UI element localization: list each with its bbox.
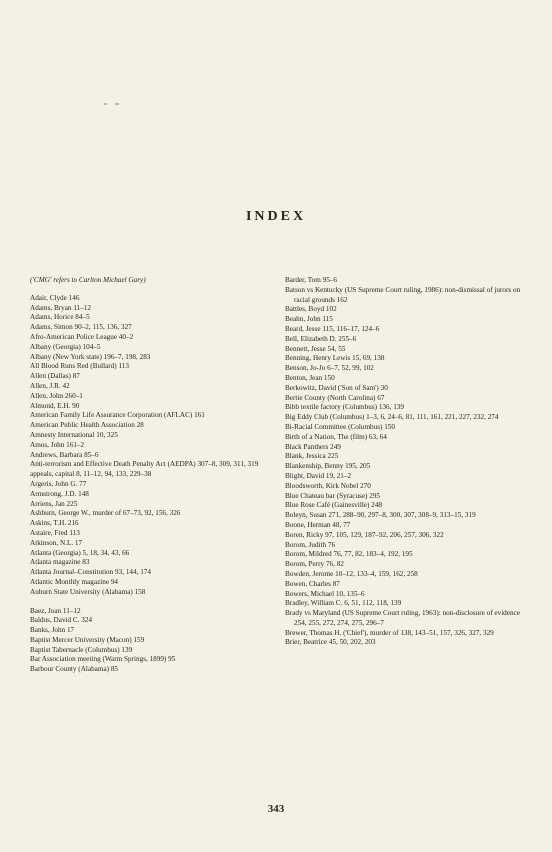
index-column-left — [30, 276, 262, 675]
index-note: ('CMG' refers to Carlton Michael Gary) — [30, 276, 146, 284]
index-entry: Blankenship, Benny 195, 205 — [285, 462, 371, 471]
index-entry: Baptist Mercer University (Macon) 159 — [30, 635, 145, 644]
index-entry: Argeris, John G. 77 — [30, 479, 87, 488]
index-entry: American Family Life Assurance Corporation (AFLAC) 161 — [30, 411, 205, 420]
page-title: INDEX — [245, 209, 307, 224]
page-number: 343 — [267, 803, 285, 815]
index-entry: Anti-terrorism and Effective Death Penalty Act (AEDPA) 307–8, 309, 311, 319 — [30, 460, 259, 469]
index-entry: Bowden, Jerome 10–12, 133–4, 159, 162, 258 — [285, 569, 418, 578]
index-entry: Bennett, Jesse 54, 55 — [285, 344, 346, 353]
index-entry: Almond, E.H. 90 — [30, 401, 80, 410]
index-entry: Auburn State University (Alabama) 158 — [30, 587, 146, 596]
index-entry: Atlanta magazine 83 — [30, 558, 90, 567]
index-entry: Benton, Jean 150 — [285, 373, 335, 382]
index-entry: Boren, Ricky 97, 105, 129, 187–92, 206, 257, 306, 322 — [285, 530, 444, 539]
index-entry: Adams, Simon 90–2, 115, 136, 327 — [30, 323, 132, 332]
index-entry: Beahn, John 115 — [285, 315, 333, 324]
index-entry: Bibb textile factory (Columbus) 136, 139 — [285, 403, 404, 412]
index-entry: Allen (Dallas) 87 — [30, 372, 80, 381]
index-entry: Adams, Bryan 11–12 — [30, 303, 92, 312]
index-entry: Birth of a Nation, The (film) 63, 64 — [285, 432, 387, 441]
index-entry: Brewer, Thomas H. ('Chief'), murder of 138, 143–51, 157, 326, 327, 329 — [285, 628, 494, 637]
index-entry: American Public Health Association 28 — [30, 421, 144, 430]
index-entry: Arriens, Jan 225 — [30, 499, 78, 508]
index-entry: Allen, John 260–1 — [30, 391, 83, 400]
index-entry: Blue Chateau bar (Syracuse) 295 — [285, 491, 381, 500]
index-entry: Boone, Herman 48, 77 — [285, 520, 351, 529]
index-entry: Bowen, Charles 87 — [285, 579, 340, 588]
index-entry: Battles, Boyd 102 — [285, 305, 337, 314]
index-entry: Borom, Perry 76, 82 — [285, 560, 344, 569]
index-entry: Borom, Judith 76 — [285, 540, 336, 549]
index-entry: All Blood Runs Red (Bullard) 113 — [30, 362, 129, 371]
index-entry: Batson vs Kentucky (US Supreme Court ruling, 1986): non-dismissal of jurors on racial grounds 162 — [285, 285, 521, 304]
index-entry: Bi-Racial Committee (Columbus) 150 — [285, 422, 395, 431]
index-entry: Albany (New York state) 196–7, 198, 283 — [30, 352, 151, 361]
index-entry: Askins, T.H. 216 — [30, 519, 79, 528]
index-entry: Benson, Jo-Jo 6–7, 52, 99, 102 — [285, 364, 374, 373]
index-entry: Bloodsworth, Kirk Nobel 270 — [285, 481, 371, 490]
index-entry: Atlantic Monthly magazine 94 — [30, 577, 119, 586]
left-entries — [30, 294, 262, 675]
index-entry: Bell, Elizabeth D. 255–6 — [285, 334, 357, 343]
index-entry: Atkinson, N.L. 17 — [30, 538, 83, 547]
index-entry: Adams, Horice 84–5 — [30, 313, 90, 322]
letter-gap — [30, 598, 262, 607]
index-entry: Baez, Joan 11–12 — [30, 606, 81, 615]
index-entry: Berkowitz, David ('Son of Sam') 30 — [285, 383, 388, 392]
index-entry: Blight, David 19, 21–2 — [285, 471, 352, 480]
index-entry: Afro-American Police League 40–2 — [30, 332, 134, 341]
index-column-right — [285, 276, 525, 648]
stray-mark — [103, 101, 121, 107]
index-entry: Blue Rose Café (Gainesville) 248 — [285, 501, 383, 510]
index-entry: Allen, J.R. 42 — [30, 381, 70, 390]
index-entry: Big Eddy Club (Columbus) 1–3, 6, 24–6, 81, 111, 161, 221, 227, 232, 274 — [285, 413, 499, 422]
index-entry: Black Panthers 249 — [285, 442, 341, 451]
index-entry: Bertie County (North Carolina) 67 — [285, 393, 385, 402]
index-entry: Albany (Georgia) 104–5 — [30, 342, 101, 351]
index-entry: Benning, Henry Lewis 15, 69, 138 — [285, 354, 385, 363]
index-entry: Amos, John 161–2 — [30, 440, 85, 449]
index-entry: Barder, Tom 95–6 — [285, 276, 337, 284]
index-entry: Bar Association meeting (Warm Springs, 1899) 95 — [30, 655, 176, 664]
index-entry: Amnesty International 10, 325 — [30, 430, 118, 439]
index-entry: Adair, Clyde 146 — [30, 293, 80, 302]
index-entry: Beard, Jesse 115, 116–17, 124–6 — [285, 324, 380, 333]
index-entry: Brady vs Maryland (US Supreme Court ruling, 1963): non-disclosure of evidence 254, 255, 272, 274, 275, 296–7 — [285, 609, 520, 627]
index-entry: Atlanta (Georgia) 5, 18, 34, 43, 66 — [30, 548, 130, 557]
index-entry: Andrews, Barbara 85–6 — [30, 450, 99, 459]
index-entry: Armstrong, J.D. 148 — [30, 489, 89, 498]
index-entry: appeals, capital 8, 11–12, 94, 133, 229–38 — [30, 470, 152, 479]
right-entries — [285, 276, 525, 648]
index-entry: Bowers, Michael 10, 135–6 — [285, 589, 365, 598]
index-entry: Ashburn, George W., murder of 67–73, 92, 156, 326 — [30, 509, 181, 518]
index-entry: Banks, John 17 — [30, 626, 75, 635]
index-entry: Brier, Beatrice 45, 50, 202, 203 — [285, 638, 376, 647]
index-entry: Astaire, Fred 113 — [30, 528, 80, 537]
index-entry: Atlanta Journal–Constitution 93, 144, 174 — [30, 568, 151, 577]
index-entry: Barbour County (Alabama) 85 — [30, 665, 119, 674]
index-entry: Baldus, David C. 324 — [30, 616, 93, 625]
index-entry: Blank, Jessica 225 — [285, 452, 339, 461]
index-entry: Bradley, William C. 6, 51, 112, 118, 139 — [285, 599, 402, 608]
index-entry: Borom, Mildred 76, 77, 82, 183–4, 192, 195 — [285, 550, 413, 559]
index-entry: Boleyn, Susan 271, 288–90, 297–8, 300, 307, 308–9, 313–15, 319 — [285, 511, 476, 520]
index-entry: Baptist Tabernacle (Columbus) 139 — [30, 645, 133, 654]
